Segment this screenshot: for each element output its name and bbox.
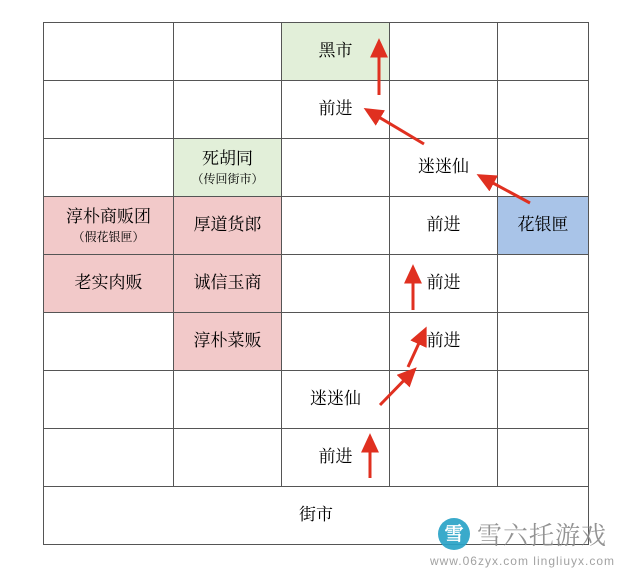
snowflake-logo-icon: [438, 518, 470, 550]
cell-3-0: [44, 197, 174, 255]
cell-7-2: [282, 429, 390, 487]
watermark-row: [438, 516, 607, 552]
cell-label: 淳朴商贩团: [66, 207, 151, 227]
table-row: [44, 81, 589, 139]
cell-3-2: [282, 197, 390, 255]
table-row: [44, 429, 589, 487]
cell-label: 前进: [426, 215, 461, 235]
cell-6-4: [498, 371, 589, 429]
table-row: [44, 255, 589, 313]
cell-4-0: [44, 255, 174, 313]
cell-4-4: [498, 255, 589, 313]
cell-6-0: [44, 371, 174, 429]
table-row: [44, 371, 589, 429]
table-row: [44, 139, 589, 197]
cell-label: 前进: [318, 99, 353, 119]
cell-3-3: [390, 197, 498, 255]
cell-0-2: [282, 23, 390, 81]
cell-7-4: [498, 429, 589, 487]
cell-label: 黑市: [318, 41, 353, 61]
cell-3-4: [498, 197, 589, 255]
cell-2-1: [174, 139, 282, 197]
cell-5-3: [390, 313, 498, 371]
cell-6-1: [174, 371, 282, 429]
cell-4-2: [282, 255, 390, 313]
cell-sublabel: （传回街市）: [191, 171, 264, 186]
cell-label: 死胡同: [202, 149, 253, 169]
cell-label: 淳朴菜贩: [193, 331, 262, 351]
cell-5-2: [282, 313, 390, 371]
cell-0-1: [174, 23, 282, 81]
watermark-name: 雪六托游戏: [476, 522, 607, 550]
watermark-logo-glyph: 雪: [444, 523, 464, 545]
cell-7-0: [44, 429, 174, 487]
cell-1-3: [390, 81, 498, 139]
cell-2-2: [282, 139, 390, 197]
cell-6-3: [390, 371, 498, 429]
cell-label: 前进: [426, 273, 461, 293]
footer-label: 街市: [299, 505, 333, 525]
cell-label: 老实肉贩: [74, 273, 143, 293]
cell-0-0: [44, 23, 174, 81]
table-row: [44, 313, 589, 371]
cell-1-4: [498, 81, 589, 139]
cell-1-0: [44, 81, 174, 139]
cell-0-3: [390, 23, 498, 81]
cell-2-4: [498, 139, 589, 197]
cell-3-1: [174, 197, 282, 255]
watermark: [430, 516, 615, 568]
cell-label: 前进: [318, 447, 353, 467]
cell-2-0: [44, 139, 174, 197]
cell-sublabel: （假花银匣）: [72, 229, 145, 244]
cell-label: 厚道货郎: [193, 215, 262, 235]
watermark-url: www.06zyx.com lingliuyx.com: [429, 554, 615, 568]
cell-1-2: [282, 81, 390, 139]
cell-4-3: [390, 255, 498, 313]
cell-5-1: [174, 313, 282, 371]
cell-5-0: [44, 313, 174, 371]
route-grid: [43, 22, 588, 544]
cell-6-2: [282, 371, 390, 429]
cell-1-1: [174, 81, 282, 139]
cell-label: 花银匣: [517, 215, 569, 235]
cell-2-3: [390, 139, 498, 197]
cell-4-1: [174, 255, 282, 313]
cell-label: 迷迷仙: [310, 389, 361, 409]
cell-7-3: [390, 429, 498, 487]
cell-0-4: [498, 23, 589, 81]
cell-7-1: [174, 429, 282, 487]
cell-label: 前进: [426, 331, 461, 351]
cell-label: 诚信玉商: [193, 273, 262, 293]
table-row: [44, 23, 589, 81]
grid-table: [43, 22, 589, 545]
cell-5-4: [498, 313, 589, 371]
table-row: [44, 197, 589, 255]
cell-label: 迷迷仙: [418, 157, 469, 177]
